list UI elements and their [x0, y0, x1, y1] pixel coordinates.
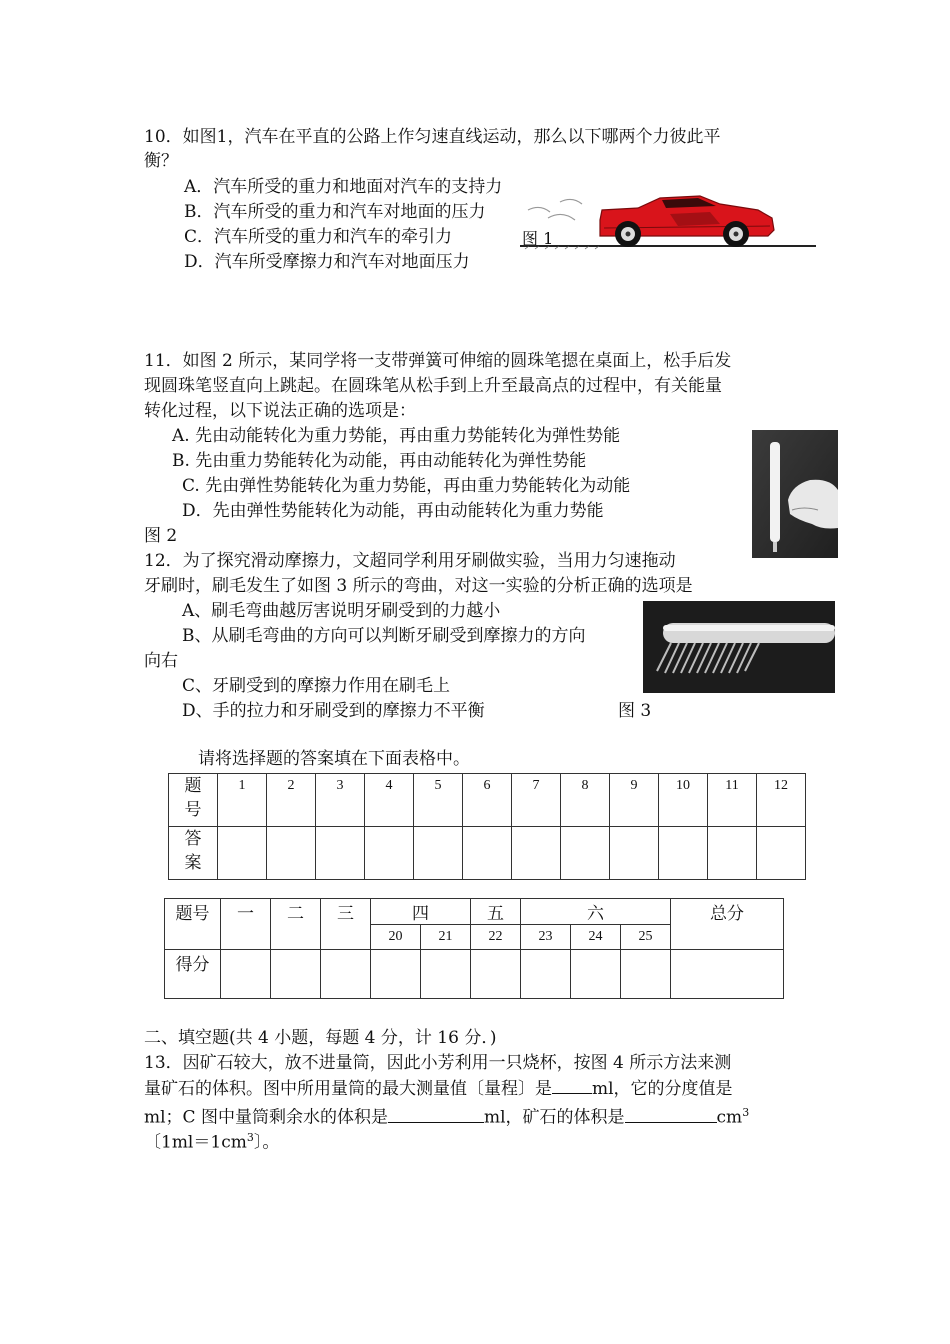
sub-number: 20 [371, 925, 421, 950]
answer-cell[interactable] [218, 827, 267, 880]
q11-option-c: C. 先由弹性势能转化为重力势能，再由重力势能转化为动能 [182, 476, 631, 496]
sub-number: 25 [621, 925, 671, 950]
blank-remaining-volume[interactable] [388, 1106, 484, 1123]
q12-option-d: D、手的拉力和牙刷受到的摩擦力不平衡 [182, 701, 485, 721]
section-3: 三 [321, 899, 371, 950]
q11-option-a: A. 先由动能转化为重力势能，再由重力势能转化为弹性势能 [172, 426, 621, 446]
answer-number: 12 [757, 774, 806, 827]
q10-stem-line1: 10．如图1，汽车在平直的公路上作匀速直线运动，那么以下哪两个力彼此平 [144, 127, 721, 147]
section-1: 一 [221, 899, 271, 950]
score-table-label-score: 得分 [165, 950, 221, 999]
score-cell[interactable] [471, 950, 521, 999]
answer-number: 11 [708, 774, 757, 827]
q10-stem-line2: 衡？ [144, 151, 178, 171]
answer-cell[interactable] [757, 827, 806, 880]
table-row [169, 774, 806, 827]
q12-option-a: A、刷毛弯曲越厉害说明牙刷受到的力越小 [182, 601, 501, 621]
section-4: 四 [371, 899, 471, 925]
score-cell[interactable] [621, 950, 671, 999]
answer-table-row1-label: 题 号 [169, 774, 218, 827]
pen-figure [752, 430, 838, 558]
table-row [165, 950, 784, 999]
q10-option-a: A．汽车所受的重力和地面对汽车的支持力 [184, 177, 503, 197]
answer-table-row2-label: 答 案 [169, 827, 218, 880]
answer-number: 8 [561, 774, 610, 827]
score-cell[interactable] [321, 950, 371, 999]
sub-number: 24 [571, 925, 621, 950]
q13-line4: 〔$1ml=1cm^3$〕。 [144, 1131, 280, 1153]
q11-stem-line2: 现圆珠笔竖直向上跳起。在圆珠笔从松手到上升至最高点的过程中，有关能量 [144, 376, 722, 396]
q12-option-b: B、从刷毛弯曲的方向可以判断牙刷受到摩擦力的方向 [182, 626, 586, 646]
q13-line2: 量矿石的体积。图中所用量筒的最大测量值〔量程〕是 ml，它的分度值是 [144, 1079, 733, 1099]
q10-option-b: B．汽车所受的重力和汽车对地面的压力 [184, 202, 486, 222]
score-table [164, 898, 784, 999]
figure-3-label: 图 3 [618, 701, 652, 721]
score-cell[interactable] [271, 950, 321, 999]
answer-cell[interactable] [414, 827, 463, 880]
q11-stem-line1: 11．如图 2 所示，某同学将一支带弹簧可伸缩的圆珠笔摁在桌面上，松手后发 [144, 351, 732, 371]
section-6: 六 [521, 899, 671, 925]
answer-number: 7 [512, 774, 561, 827]
q10-option-c: C．汽车所受的重力和汽车的牵引力 [184, 227, 453, 247]
answer-number: 9 [610, 774, 659, 827]
answer-number: 5 [414, 774, 463, 827]
section-2-heading: 二、填空题(共 4 小题，每题 4 分，计 16 分．) [144, 1028, 497, 1048]
answer-number: 1 [218, 774, 267, 827]
answer-table-instruction: 请将选择题的答案填在下面表格中。 [198, 749, 470, 769]
answer-number: 10 [659, 774, 708, 827]
q11-option-b: B. 先由重力势能转化为动能，再由动能转化为弹性势能 [172, 451, 587, 471]
car-figure [520, 190, 820, 255]
answer-number: 3 [316, 774, 365, 827]
sub-number: 23 [521, 925, 571, 950]
score-cell[interactable] [221, 950, 271, 999]
answer-cell[interactable] [512, 827, 561, 880]
answer-cell[interactable] [316, 827, 365, 880]
q13-line3: ml；C 图中量筒剩余水的体积是 ml，矿石的体积是 $cm^3$ [144, 1106, 750, 1128]
blank-ore-volume[interactable] [625, 1106, 717, 1123]
q12-stem-line2: 牙刷时，刷毛发生了如图 3 所示的弯曲，对这一实验的分析正确的选项是 [144, 576, 693, 596]
answer-cell[interactable] [659, 827, 708, 880]
score-table-total: 总分 [671, 899, 784, 950]
section-5: 五 [471, 899, 521, 925]
table-row [165, 899, 784, 925]
answer-number: 6 [463, 774, 512, 827]
figure-2-label: 图 2 [144, 526, 178, 546]
sub-number: 21 [421, 925, 471, 950]
q11-option-d: D．先由弹性势能转化为动能，再由动能转化为重力势能 [182, 501, 604, 521]
score-cell-total[interactable] [671, 950, 784, 999]
score-cell[interactable] [421, 950, 471, 999]
score-table-label-num: 题号 [165, 899, 221, 950]
section-2: 二 [271, 899, 321, 950]
q11-stem-line3: 转化过程，以下说法正确的选项是： [144, 401, 416, 421]
q12-option-b-cont: 向右 [144, 651, 178, 671]
sub-number: 22 [471, 925, 521, 950]
figure-1-label: 图 1 [522, 229, 554, 248]
q12-option-c: C、牙刷受到的摩擦力作用在刷毛上 [182, 676, 451, 696]
score-cell[interactable] [371, 950, 421, 999]
answer-cell[interactable] [561, 827, 610, 880]
q13-line1: 13．因矿石较大，放不进量筒，因此小芳利用一只烧杯，按图 4 所示方法来测 [144, 1053, 732, 1073]
answer-cell[interactable] [610, 827, 659, 880]
q12-stem-line1: 12．为了探究滑动摩擦力，文超同学利用牙刷做实验，当用力匀速拖动 [144, 551, 676, 571]
answer-cell[interactable] [267, 827, 316, 880]
q10-option-d: D．汽车所受摩擦力和汽车对地面压力 [184, 252, 470, 272]
table-row [169, 827, 806, 880]
score-cell[interactable] [571, 950, 621, 999]
answer-cell[interactable] [365, 827, 414, 880]
answer-number: 4 [365, 774, 414, 827]
score-cell[interactable] [521, 950, 571, 999]
blank-range[interactable] [552, 1077, 592, 1094]
answer-table [168, 773, 806, 880]
answer-cell[interactable] [708, 827, 757, 880]
answer-number: 2 [267, 774, 316, 827]
toothbrush-figure [643, 601, 835, 693]
answer-cell[interactable] [463, 827, 512, 880]
